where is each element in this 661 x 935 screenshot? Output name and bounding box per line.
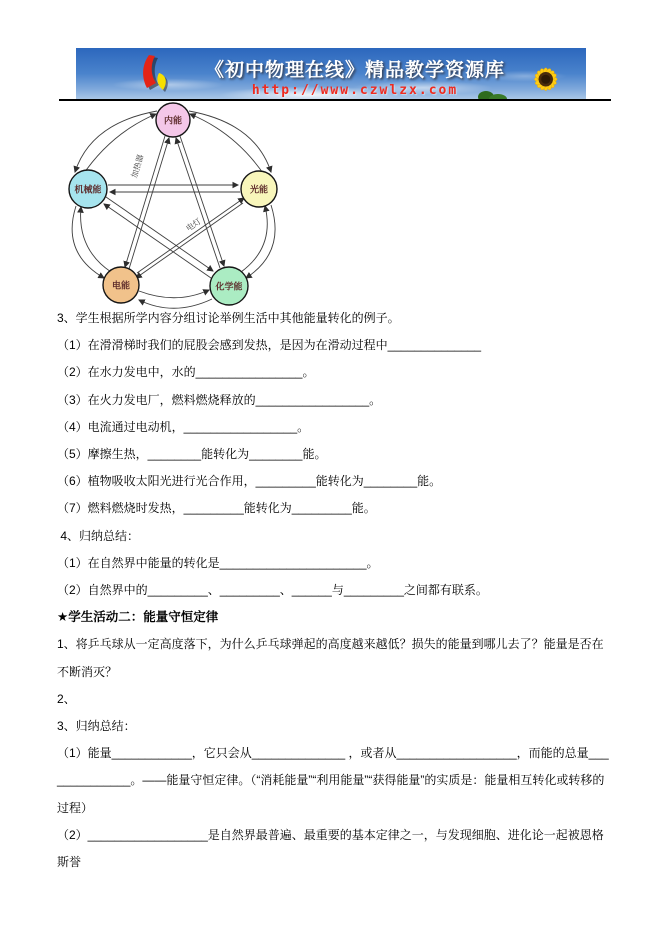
node-internal-energy xyxy=(156,103,190,137)
worksheet-line: 2、 xyxy=(57,691,76,706)
sunflower-icon xyxy=(508,58,582,99)
worksheet-line: 3、学生根据所学内容分组讨论举例生活中其他能量转化的例子。 xyxy=(57,311,400,325)
svg-text:内能: 内能 xyxy=(163,115,183,126)
edge-label-heater: 加热器 xyxy=(129,153,146,180)
line-internal-to-electrical xyxy=(125,136,165,267)
arc-internal-to-light xyxy=(189,111,271,172)
worksheet-line: （1）在滑滑梯时我们的屁股会感到发热，是因为在滑动过程中______________ xyxy=(57,338,482,353)
worksheet-line: 1、将乒乓球从一定高度落下，为什么乒乓球弹起的高度越来越低？损失的能量到哪儿去了？能量是否在不断消灭？ xyxy=(57,637,604,679)
node-mechanical-energy xyxy=(69,170,107,208)
worksheet-line: （7）燃料燃烧时发热，_________能转化为_________能。 xyxy=(57,501,376,516)
worksheet-line: （6）植物吸收太阳光进行光合作用，_________能转化为________能。 xyxy=(57,474,442,489)
node-chemical-energy xyxy=(210,267,248,305)
arc-light-to-chemical xyxy=(246,205,275,278)
worksheet-line: （1）能量____________，它只会从______________ ，或者从__________________，而能的总量______________。——能量守恒定律。（“消耗能量”“利用能量”“获得能量”的实质是：能量相互转化或转移的过程） xyxy=(57,746,609,815)
worksheet-line: （2）__________________是自然界最普遍、最重要的基本定律之一，与发现细胞、进化论一起被恩格斯誉 xyxy=(57,827,604,870)
line-mechanical-to-chemical xyxy=(106,197,213,271)
edge-label-lamp: 电灯 xyxy=(184,216,203,234)
line-chemical-to-internal xyxy=(176,138,220,268)
worksheet-line: （2）在水力发电中，水的________________。 xyxy=(57,365,315,380)
svg-text:化学能: 化学能 xyxy=(215,281,243,292)
node-light-energy xyxy=(241,171,277,207)
site-banner xyxy=(76,48,586,99)
node-electrical-energy xyxy=(103,267,139,303)
worksheet-line: （1）在自然界中能量的转化是______________________。 xyxy=(57,555,379,570)
svg-text:光能: 光能 xyxy=(249,184,269,195)
svg-text:电能: 电能 xyxy=(111,280,131,291)
worksheet-text xyxy=(57,305,613,876)
svg-text:机械能: 机械能 xyxy=(74,184,102,195)
line-electrical-to-light xyxy=(137,198,244,273)
worksheet-line: （4）电流通过电动机，_________________。 xyxy=(57,419,310,434)
site-title: 《初中物理在线》精品教学资源库 xyxy=(204,60,505,81)
arc-electrical-to-chemical xyxy=(139,290,209,298)
arc-mechanical-to-electrical xyxy=(72,206,104,278)
worksheet-line: （5）摩擦生热，________能转化为________能。 xyxy=(57,447,327,462)
worksheet-line: （3）在火力发电厂，燃料燃烧释放的_________________。 xyxy=(57,392,382,407)
worksheet-line: （2）自然界中的_________、_________、______与_________之间都有联系。 xyxy=(57,583,488,598)
worksheet-line: 3、归纳总结： xyxy=(57,719,136,734)
section-heading-activity-two: ★学生活动二：能量守恒定律 xyxy=(57,610,219,625)
arc-internal-to-mechanical xyxy=(75,111,157,172)
line-internal-to-chemical xyxy=(180,136,224,266)
grass-icon xyxy=(478,85,508,99)
energy-conversion-diagram xyxy=(55,101,317,315)
site-url: http://www.czwlzx.com xyxy=(251,83,459,98)
arc-electrical-to-mechanical xyxy=(81,207,111,272)
worksheet-line: 4、归纳总结： xyxy=(57,528,140,543)
